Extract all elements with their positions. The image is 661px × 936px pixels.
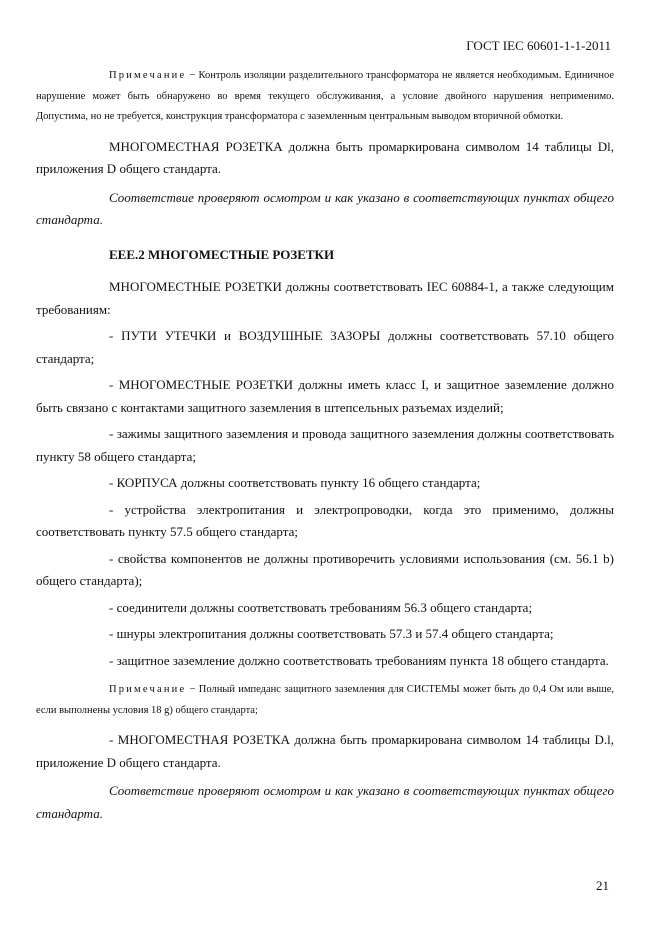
note-2-label: Примечание [109,684,187,695]
note-2 [36,680,614,721]
document-body [36,66,614,825]
note-1 [36,66,614,128]
paragraph-marking-2: - МНОГОМЕСТНАЯ РОЗЕТКА должна быть промаркирована символом 14 таблицы D.l, приложение D общего стандарта. [36,732,614,770]
paragraph-intro: МНОГОМЕСТНЫЕ РОЗЕТКИ должны соответствовать IEC 60884-1, а также следующим требованиям: [36,279,614,317]
list-item-9: - защитное заземление должно соответствовать требованиям пункта 18 общего стандарта. [109,652,609,668]
section-heading: EEE.2 МНОГОМЕСТНЫЕ РОЗЕТКИ [109,246,335,262]
list-item-3: - зажимы защитного заземления и провода защитного заземления должны соответствовать пункту 58 общего стандарта; [36,426,614,464]
list-item-2: - МНОГОМЕСТНЫЕ РОЗЕТКИ должны иметь класс I, и защитное заземление должно быть связано с контактами защитного заземления в штепсельных разъемах изделий; [36,377,614,415]
list-item-6: - свойства компонентов не должны противоречить условиями использования (см. 56.1 b) общего стандарта); [36,550,614,588]
list-item-8: - шнуры электропитания должны соответствовать 57.3 и 57.4 общего стандарта; [109,626,554,641]
paragraph-marking-1: МНОГОМЕСТНАЯ РОЗЕТКА должна быть промаркирована символом 14 таблицы Dl, приложения D общего стандарта. [36,138,614,176]
document-header: ГОСТ IEC 60601-1-1-2011 [466,38,611,53]
list-item-1: - ПУТИ УТЕЧКИ и ВОЗДУШНЫЕ ЗАЗОРЫ должны соответствовать 57.10 общего стандарта; [36,328,614,366]
paragraph-compliance-1: Соответствие проверяют осмотром и как указано в соответствующих пунктах общего стандарта. [36,189,614,227]
list-item-7: - соединители должны соответствовать требованиям 56.3 общего стандарта; [109,599,533,615]
page-number: 21 [596,878,609,893]
list-item-4: - КОРПУСА должны соответствовать пункту 16 общего стандарта; [109,475,481,490]
note-1-label: Примечание [109,70,187,81]
note-2-text: − Полный импеданс защитного заземления для СИСТЕМЫ может быть до 0,4 Ом или выше, если выполнены условия 18 g) общего стандарта; [36,684,614,716]
note-1-text: − Контроль изоляции разделительного трансформатора не является необходимым. Единичное нарушение может быть обнаружено во время текущего обслуживания, а условие двойного нарушения неприменимо. Допустима, но не требуется, конструкция трансформатора с заземленным центральным выводом вторичной обмотки. [36,70,614,122]
paragraph-compliance-2: Соответствие проверяют осмотром и как указано в соответствующих пунктах общего стандарта. [36,783,614,821]
list-item-5: - устройства электропитания и электропроводки, когда это применимо, должны соответствовать пункту 57.5 общего стандарта; [36,501,614,539]
